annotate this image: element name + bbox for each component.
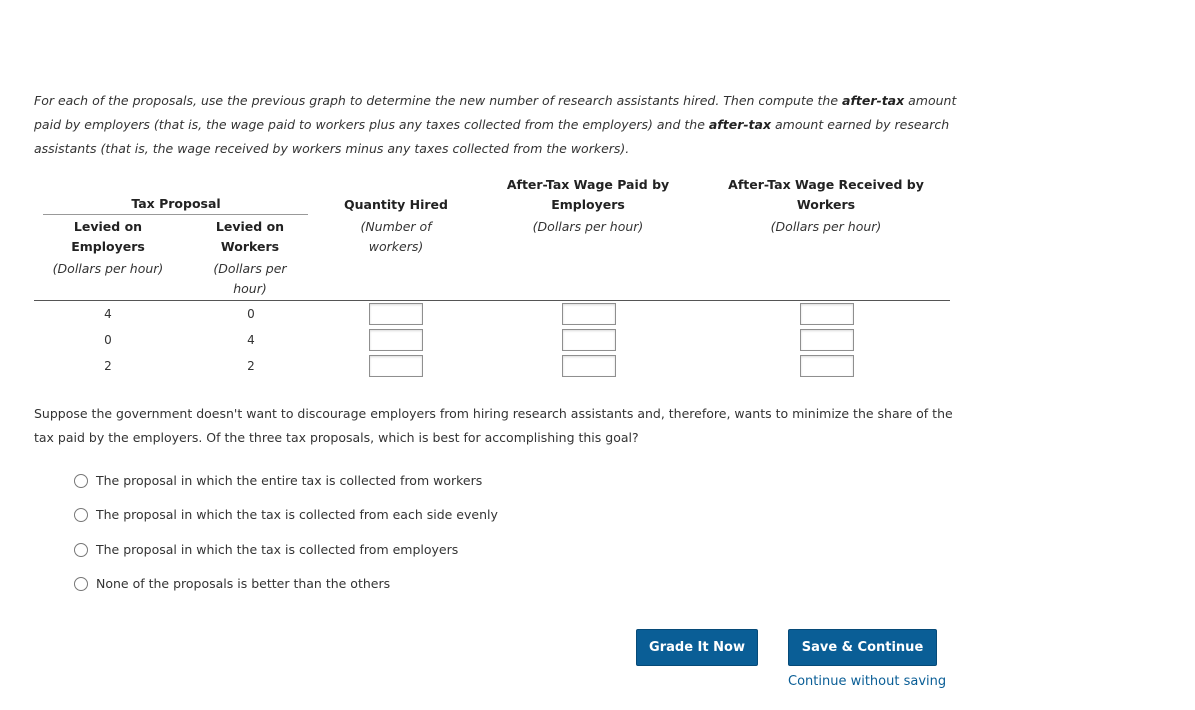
radio-icon[interactable] [74, 508, 88, 522]
instructions-bold-2: after-tax [708, 117, 772, 132]
option-label: The proposal in which the entire tax is collected from workers [96, 473, 483, 488]
row2-employers-tax: 0 [104, 333, 112, 347]
row1-employers-tax: 4 [104, 307, 112, 321]
row1-wage-received-input[interactable] [800, 303, 854, 325]
quantity-unit-1: (Number of [360, 219, 432, 234]
wage-received-header-2: Workers [796, 197, 856, 212]
row1-workers-tax: 0 [247, 307, 255, 321]
option-label: The proposal in which the tax is collected from employers [96, 542, 459, 557]
wage-paid-header-2: Employers [551, 197, 625, 212]
row1-wage-paid-input[interactable] [562, 303, 616, 325]
row3-wage-received-input[interactable] [800, 355, 854, 377]
instructions-bold-1: after-tax [842, 93, 905, 108]
tax-proposal-divider [43, 214, 308, 215]
levied-employers-unit: (Dollars per hour) [52, 261, 164, 276]
radio-icon[interactable] [74, 474, 88, 488]
table-header-divider [34, 300, 950, 301]
levied-workers-unit-1: (Dollars per [213, 261, 287, 276]
levied-workers-header-2: Workers [220, 239, 280, 254]
option-label: The proposal in which the tax is collected from each side evenly [96, 507, 498, 522]
wage-received-unit: (Dollars per hour) [770, 219, 882, 234]
save-continue-button[interactable]: Save & Continue [788, 629, 937, 666]
instructions-text-1: For each of the proposals, use the previous graph to determine the new number of research assistants hired. Then compute the [34, 93, 843, 108]
option-none[interactable] [74, 576, 390, 591]
instructions-paragraph [34, 89, 964, 161]
wage-received-header-1: After-Tax Wage Received by [728, 177, 924, 192]
row3-quantity-input[interactable] [369, 355, 423, 377]
grade-it-now-button[interactable]: Grade It Now [636, 629, 758, 666]
option-label: None of the proposals is better than the others [96, 576, 391, 591]
row2-wage-paid-input[interactable] [562, 329, 616, 351]
option-evenly[interactable] [74, 507, 498, 522]
row3-employers-tax: 2 [104, 359, 112, 373]
row2-quantity-input[interactable] [369, 329, 423, 351]
quantity-hired-header: Quantity Hired [344, 197, 448, 212]
row3-workers-tax: 2 [247, 359, 255, 373]
continue-without-saving-link[interactable]: Continue without saving [788, 674, 947, 689]
row3-wage-paid-input[interactable] [562, 355, 616, 377]
row1-quantity-input[interactable] [369, 303, 423, 325]
row2-workers-tax: 4 [247, 333, 255, 347]
tax-proposal-header: Tax Proposal [131, 196, 221, 211]
levied-employers-header-2: Employers [71, 239, 145, 254]
wage-paid-unit: (Dollars per hour) [532, 219, 644, 234]
levied-workers-unit-2: hour) [233, 281, 267, 296]
row2-wage-received-input[interactable] [800, 329, 854, 351]
quantity-unit-2: workers) [368, 239, 424, 254]
levied-employers-header-1: Levied on [73, 219, 143, 234]
radio-icon[interactable] [74, 543, 88, 557]
instructions-text-3: amount earned by research assistants (that is, the wage received by workers minus any taxes collected from the workers). [34, 117, 950, 156]
levied-workers-header-1: Levied on [215, 219, 285, 234]
wage-paid-header-1: After-Tax Wage Paid by [506, 177, 670, 192]
radio-icon[interactable] [74, 577, 88, 591]
option-workers[interactable] [74, 473, 482, 488]
question-text: Suppose the government doesn't want to discourage employers from hiring research assistants and, therefore, wants to minimize the share of the tax paid by the employers. Of the three tax proposals, which is best for accomplishing this goal? [34, 406, 953, 445]
instructions-text-2: amount paid by employers (that is, the wage paid to workers plus any taxes collected from the employers) and the [34, 93, 957, 132]
option-employers[interactable] [74, 542, 458, 557]
